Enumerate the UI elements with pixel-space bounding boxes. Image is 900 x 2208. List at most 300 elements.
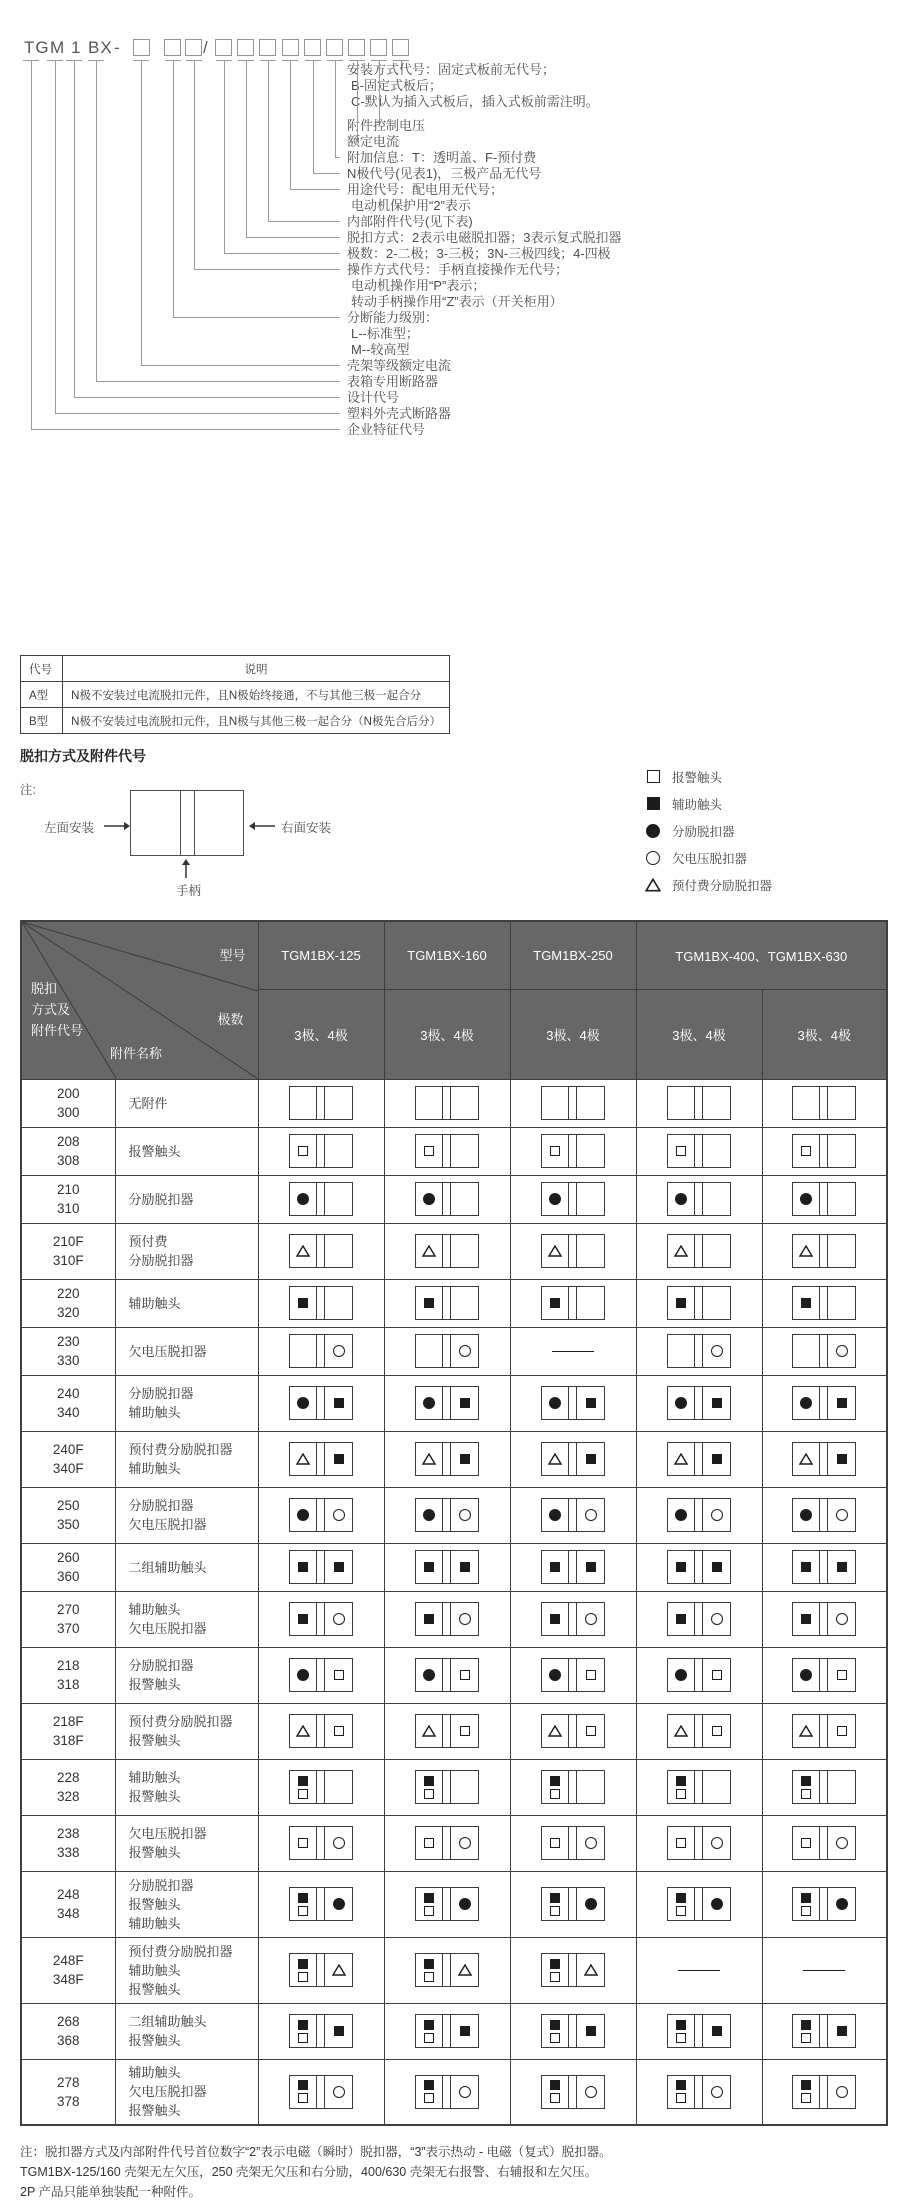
accessory-name-line: 辅助触头	[128, 2065, 181, 2081]
breaker-left-slot	[668, 1551, 694, 1583]
breaker-box-icon	[289, 1182, 353, 1216]
breaker-right-slot	[828, 1827, 855, 1859]
accessory-code: 238	[56, 1826, 80, 1841]
breaker-right-slot	[703, 1443, 730, 1475]
breaker-box-icon	[289, 1550, 353, 1584]
prepaid-shunt-release-icon	[584, 1964, 598, 1976]
breaker-left-slot	[668, 1659, 694, 1691]
accessory-name-line: 分励脱扣器	[128, 1658, 194, 1673]
poles-header-cell: 3极、4极	[258, 989, 384, 1079]
symbol-cell	[384, 2003, 510, 2059]
breaker-right-slot	[703, 1183, 730, 1215]
breaker-right-slot	[703, 1551, 730, 1583]
breaker-mid-strip	[568, 1387, 577, 1419]
accessory-code: 310F	[52, 1253, 84, 1268]
shunt-release-icon	[297, 1669, 309, 1681]
accessory-code-cell	[21, 1543, 115, 1591]
breaker-right-slot	[577, 1771, 604, 1803]
accessory-name-cell	[115, 1327, 258, 1375]
table-row	[21, 1647, 887, 1703]
breaker-mid-strip	[316, 1335, 325, 1367]
breaker-left-slot	[668, 1287, 694, 1319]
breaker-right-slot	[703, 1659, 730, 1691]
symbol-cell	[510, 1127, 636, 1175]
accessory-name-cell	[115, 1815, 258, 1871]
accessory-code-cell	[21, 1431, 115, 1487]
prepaid-shunt-release-icon	[674, 1453, 688, 1465]
auxiliary-contact-icon	[298, 2080, 308, 2090]
breaker-right-slot	[577, 1888, 604, 1920]
accessory-name-line: 分励脱扣器	[128, 1253, 194, 1268]
callout-label: 内部附件代号(见下表)	[347, 214, 473, 229]
symbol-cell	[636, 1543, 762, 1591]
symbol-cell	[510, 1759, 636, 1815]
alarm-contact-icon	[550, 1838, 560, 1848]
breaker-mid-strip	[568, 1443, 577, 1475]
breaker-box-icon	[415, 1953, 479, 1987]
model-code-box	[282, 39, 299, 56]
symbol-cell	[510, 1175, 636, 1223]
model-code-diagram	[0, 0, 900, 650]
breaker-box-icon	[792, 1498, 856, 1532]
legend-item	[644, 844, 772, 871]
breaker-box-icon	[792, 1658, 856, 1692]
breaker-right-slot	[703, 1771, 730, 1803]
breaker-left-slot	[416, 1235, 442, 1267]
auxiliary-contact-icon	[801, 1893, 811, 1903]
breaker-left-slot	[793, 1771, 819, 1803]
accessory-name-line: 欠电压脱扣器	[128, 1517, 207, 1532]
breaker-left-slot	[290, 1387, 316, 1419]
table-corner-cell	[21, 921, 258, 1079]
breaker-left-slot	[668, 2015, 694, 2047]
breaker-right-slot	[703, 1888, 730, 1920]
shunt-release-icon	[423, 1509, 435, 1521]
callout-leader-line	[357, 60, 358, 142]
shunt-release-icon	[675, 1397, 687, 1409]
breaker-right-slot	[325, 1287, 352, 1319]
symbol-cell	[258, 1937, 384, 2003]
breaker-left-slot	[668, 1771, 694, 1803]
footnotes	[20, 2142, 612, 2202]
alarm-contact-icon	[712, 1670, 722, 1680]
breaker-mid-strip	[316, 1603, 325, 1635]
breaker-mid-strip	[316, 1135, 325, 1167]
table-row	[21, 1127, 887, 1175]
breaker-left-slot	[793, 1603, 819, 1635]
breaker-mid-strip	[819, 1335, 828, 1367]
breaker-box-icon	[792, 1442, 856, 1476]
symbol-cell	[384, 1647, 510, 1703]
symbol-cell	[636, 2003, 762, 2059]
undervoltage-release-icon	[836, 1837, 848, 1849]
prepaid-shunt-release-icon	[296, 1725, 310, 1737]
auxiliary-contact-icon	[801, 1298, 811, 1308]
auxiliary-contact-icon	[424, 2080, 434, 2090]
symbol-cell	[258, 1759, 384, 1815]
undervoltage-release-icon	[459, 1345, 471, 1357]
breaker-left-slot	[290, 1659, 316, 1691]
alarm-contact-icon	[298, 1146, 308, 1156]
breaker-mid-strip	[442, 1087, 451, 1119]
auxiliary-contact-icon	[424, 1776, 434, 1786]
breaker-box-icon	[792, 1887, 856, 1921]
breaker-left-slot	[793, 1659, 819, 1691]
symbol-cell	[636, 1127, 762, 1175]
corner-label-model: 型号	[219, 948, 246, 963]
corner-code-line: 脱扣	[31, 981, 58, 996]
accessory-code: 328	[56, 1789, 80, 1804]
breaker-mid-strip	[819, 1087, 828, 1119]
breaker-right-slot	[828, 1335, 855, 1367]
accessory-code: 320	[56, 1305, 80, 1320]
left-compartment	[131, 791, 181, 855]
breaker-right-slot	[451, 1551, 478, 1583]
symbol-cell	[258, 1591, 384, 1647]
breaker-mid-strip	[442, 1135, 451, 1167]
symbol-cell	[510, 1279, 636, 1327]
breaker-box-icon	[792, 1334, 856, 1368]
breaker-right-slot	[451, 1659, 478, 1691]
symbol-cell	[384, 1871, 510, 1937]
model-code-box	[185, 39, 202, 56]
breaker-mid-strip	[316, 1235, 325, 1267]
breaker-left-slot	[793, 1551, 819, 1583]
auxiliary-contact-icon	[801, 2080, 811, 2090]
alarm-contact-icon	[801, 1146, 811, 1156]
breaker-mid-strip	[316, 1715, 325, 1747]
auxiliary-contact-icon	[586, 1454, 596, 1464]
breaker-right-slot	[451, 1135, 478, 1167]
breaker-mid-strip	[819, 1888, 828, 1920]
alarm-contact-icon	[837, 1726, 847, 1736]
symbol-cell	[762, 1543, 887, 1591]
accessory-code: 240F	[52, 1442, 84, 1457]
breaker-left-slot	[542, 1888, 568, 1920]
symbol-cell	[510, 1375, 636, 1431]
auxiliary-contact-icon	[550, 1562, 560, 1572]
breaker-box-icon	[792, 2014, 856, 2048]
breaker-right-slot	[703, 1827, 730, 1859]
breaker-left-slot	[290, 1335, 316, 1367]
symbol-cell	[636, 1487, 762, 1543]
breaker-left-slot	[542, 1087, 568, 1119]
shunt-release-icon	[549, 1397, 561, 1409]
breaker-mid-strip	[568, 2015, 577, 2047]
symbol-cell	[510, 2059, 636, 2125]
accessory-code: 250	[56, 1498, 80, 1513]
model-code-box	[259, 39, 276, 56]
breaker-box-icon	[792, 1714, 856, 1748]
accessory-name-cell	[115, 2003, 258, 2059]
breaker-box-icon	[289, 1386, 353, 1420]
auxiliary-contact-icon	[676, 1893, 686, 1903]
breaker-right-slot	[703, 1287, 730, 1319]
breaker-right-slot	[577, 1551, 604, 1583]
breaker-box-icon	[667, 1234, 731, 1268]
callout-label: 操作方式代号：手柄直接操作无代号；	[347, 262, 569, 277]
shunt-release-icon	[459, 1898, 471, 1910]
footnote-line: 注：脱扣器方式及内部附件代号首位数字“2”表示电磁（瞬时）脱扣器，“3”表示热动 - 电磁（复式）脱扣器。	[20, 2145, 612, 2159]
breaker-left-slot	[542, 2076, 568, 2108]
table-row	[21, 1375, 887, 1431]
legend-symbol	[644, 797, 662, 810]
breaker-left-slot	[793, 1888, 819, 1920]
breaker-box-icon	[289, 1658, 353, 1692]
breaker-left-slot	[542, 1954, 568, 1986]
callout-label: 脱扣方式：2表示电磁脱扣器；3表示复式脱扣器	[347, 230, 622, 245]
symbol-cell	[258, 1431, 384, 1487]
breaker-box-icon	[415, 2075, 479, 2109]
shunt-release-icon	[333, 1898, 345, 1910]
breaker-box-icon	[667, 1887, 731, 1921]
alarm-contact-icon	[424, 1972, 434, 1982]
table-row	[21, 1591, 887, 1647]
breaker-box-icon	[415, 1826, 479, 1860]
auxiliary-contact-icon	[550, 1776, 560, 1786]
breaker-box-icon	[667, 2075, 731, 2109]
breaker-right-slot	[577, 1087, 604, 1119]
right-arrow-icon	[104, 821, 130, 831]
breaker-left-slot	[542, 1659, 568, 1691]
breaker-left-slot	[542, 1827, 568, 1859]
n-pole-code-cell: A型	[21, 682, 63, 708]
breaker-mid-strip	[694, 1715, 703, 1747]
breaker-left-slot	[416, 1287, 442, 1319]
breaker-box-icon	[289, 1602, 353, 1636]
legend-symbol	[644, 824, 662, 838]
symbol-cell	[762, 1223, 887, 1279]
breaker-mid-strip	[316, 1954, 325, 1986]
breaker-left-slot	[290, 1827, 316, 1859]
alarm-contact-icon	[676, 2033, 686, 2043]
accessory-code-cell	[21, 1279, 115, 1327]
alarm-contact-icon	[801, 2033, 811, 2043]
breaker-mid-strip	[442, 1499, 451, 1531]
symbol-cell	[384, 1703, 510, 1759]
breaker-mid-strip	[694, 1183, 703, 1215]
symbol-cell	[258, 1175, 384, 1223]
accessory-code: 270	[56, 1602, 80, 1617]
model-code-segment: TG	[24, 38, 50, 57]
auxiliary-contact-icon	[586, 2026, 596, 2036]
symbol-cell	[258, 1375, 384, 1431]
symbol-cell	[384, 1279, 510, 1327]
symbol-cell	[636, 1223, 762, 1279]
breaker-box-icon	[415, 1334, 479, 1368]
callout-leader-line	[379, 60, 380, 126]
symbol-cell	[258, 1279, 384, 1327]
left-arrow-icon	[249, 821, 275, 831]
breaker-mid-strip	[442, 1659, 451, 1691]
model-code-segment: M	[50, 38, 66, 57]
accessory-name-line: 分励脱扣器	[128, 1498, 194, 1513]
auxiliary-contact-icon	[801, 2020, 811, 2030]
note-label: 注:	[20, 783, 36, 797]
undervoltage-release-icon	[585, 1509, 597, 1521]
breaker-left-slot	[668, 1603, 694, 1635]
breaker-mid-strip	[316, 1659, 325, 1691]
accessory-name-line: 报警触头	[128, 1677, 181, 1692]
accessory-name-cell	[115, 1871, 258, 1937]
accessory-name-line: 欠电压脱扣器	[128, 1826, 207, 1841]
breaker-mid-strip	[819, 1715, 828, 1747]
corner-label-poles: 极数	[217, 1012, 244, 1027]
shunt-release-icon	[297, 1397, 309, 1409]
breaker-right-slot	[577, 1387, 604, 1419]
n-pole-type-table	[20, 655, 450, 734]
symbol-cell	[258, 2003, 384, 2059]
breaker-mid-strip	[819, 1387, 828, 1419]
breaker-box-icon	[792, 1134, 856, 1168]
breaker-right-slot	[703, 1335, 730, 1367]
breaker-right-slot	[325, 1183, 352, 1215]
breaker-left-slot	[290, 1443, 316, 1475]
symbol-cell	[636, 1647, 762, 1703]
breaker-right-slot	[325, 1827, 352, 1859]
breaker-right-slot	[577, 1827, 604, 1859]
accessory-code-cell	[21, 1175, 115, 1223]
model-code-box	[133, 39, 150, 56]
alarm-contact-icon	[550, 1789, 560, 1799]
undervoltage-release-icon	[836, 1613, 848, 1625]
breaker-mid-strip	[316, 1287, 325, 1319]
shunt-release-icon	[800, 1669, 812, 1681]
alarm-contact-icon	[801, 1838, 811, 1848]
auxiliary-contact-icon	[334, 2026, 344, 2036]
undervoltage-release-icon	[711, 1509, 723, 1521]
table-row	[21, 1279, 887, 1327]
shunt-release-icon	[423, 1397, 435, 1409]
breaker-box-icon	[541, 1386, 605, 1420]
middle-strip	[181, 791, 195, 855]
not-available-dash	[552, 1351, 594, 1352]
auxiliary-contact-icon	[298, 1776, 308, 1786]
breaker-mid-strip	[694, 2076, 703, 2108]
accessory-code-table	[20, 920, 888, 2126]
alarm-contact-icon	[298, 2033, 308, 2043]
breaker-box-icon	[541, 1086, 605, 1120]
accessory-name-cell	[115, 1647, 258, 1703]
breaker-left-slot	[416, 2015, 442, 2047]
breaker-right-slot	[325, 1888, 352, 1920]
accessory-code-cell	[21, 1327, 115, 1375]
breaker-mid-strip	[442, 1715, 451, 1747]
accessory-name-line: 欠电压脱扣器	[128, 2084, 207, 2100]
symbol-cell	[510, 1647, 636, 1703]
symbol-cell	[384, 1487, 510, 1543]
prepaid-shunt-release-icon	[296, 1245, 310, 1257]
accessory-name-line: 预付费分励脱扣器	[128, 1714, 233, 1729]
undervoltage-release-icon	[459, 1509, 471, 1521]
symbol-cell	[258, 2059, 384, 2125]
breaker-right-slot	[828, 1603, 855, 1635]
symbol-cell	[258, 1815, 384, 1871]
symbol-cell	[636, 1591, 762, 1647]
breaker-right-slot	[577, 1715, 604, 1747]
breaker-mid-strip	[694, 1551, 703, 1583]
breaker-box-icon	[792, 1770, 856, 1804]
breaker-box-icon	[415, 1658, 479, 1692]
alarm-contact-icon	[424, 1789, 434, 1799]
symbol-cell	[636, 1871, 762, 1937]
breaker-right-slot	[451, 1387, 478, 1419]
callout-label: 电动机保护用“2”表示	[351, 198, 471, 213]
breaker-mid-strip	[442, 1443, 451, 1475]
alarm-contact-icon	[586, 1670, 596, 1680]
accessory-code-cell	[21, 1223, 115, 1279]
breaker-right-slot	[451, 1954, 478, 1986]
breaker-mid-strip	[694, 2015, 703, 2047]
undervoltage-release-icon	[585, 2086, 597, 2098]
legend-item	[644, 817, 772, 844]
legend-label: 分励脱扣器	[672, 824, 735, 839]
auxiliary-contact-icon	[460, 1454, 470, 1464]
table-row	[21, 708, 450, 734]
breaker-left-slot	[416, 1443, 442, 1475]
symbol-cell	[762, 1327, 887, 1375]
breaker-box-icon	[415, 1887, 479, 1921]
accessory-name-cell	[115, 1759, 258, 1815]
symbol-cell	[384, 1591, 510, 1647]
breaker-right-slot	[828, 1235, 855, 1267]
symbol-cell	[762, 1815, 887, 1871]
table-row	[21, 2059, 887, 2125]
accessory-name-cell	[115, 1431, 258, 1487]
breaker-left-slot	[416, 1827, 442, 1859]
breaker-left-slot	[416, 1183, 442, 1215]
accessory-name-line: 报警触头	[128, 2033, 181, 2048]
breaker-left-slot	[542, 1551, 568, 1583]
shunt-release-icon	[675, 1193, 687, 1205]
auxiliary-contact-icon	[801, 1614, 811, 1624]
breaker-left-slot	[542, 1183, 568, 1215]
poles-header-cell: 3极、4极	[636, 989, 762, 1079]
alarm-contact-icon	[676, 1906, 686, 1916]
breaker-mid-strip	[316, 1771, 325, 1803]
breaker-mid-strip	[568, 1603, 577, 1635]
breaker-box-icon	[289, 2075, 353, 2109]
accessory-code: 210	[56, 1182, 80, 1197]
breaker-right-slot	[325, 1335, 352, 1367]
breaker-mid-strip	[316, 1888, 325, 1920]
model-code-segment: -	[114, 38, 121, 57]
breaker-box-icon	[792, 1386, 856, 1420]
breaker-mid-strip	[694, 1827, 703, 1859]
prepaid-shunt-release-icon	[422, 1245, 436, 1257]
breaker-left-slot	[290, 1235, 316, 1267]
breaker-mid-strip	[442, 2076, 451, 2108]
symbol-cell	[258, 1223, 384, 1279]
breaker-left-slot	[793, 1183, 819, 1215]
accessory-name-cell	[115, 2059, 258, 2125]
breaker-left-slot	[416, 1603, 442, 1635]
breaker-box-icon	[792, 1602, 856, 1636]
accessory-code-cell	[21, 1703, 115, 1759]
accessory-code: 338	[56, 1845, 80, 1860]
breaker-left-slot	[542, 1499, 568, 1531]
model-code-slash: /	[203, 38, 209, 57]
auxiliary-contact-icon	[586, 1562, 596, 1572]
breaker-mid-strip	[694, 1499, 703, 1531]
breaker-box-icon	[415, 1286, 479, 1320]
prepaid-shunt-release-icon	[548, 1453, 562, 1465]
breaker-left-slot	[542, 1443, 568, 1475]
breaker-right-slot	[325, 1954, 352, 1986]
model-code-box	[164, 39, 181, 56]
breaker-right-slot	[577, 1499, 604, 1531]
breaker-right-slot	[451, 2076, 478, 2108]
